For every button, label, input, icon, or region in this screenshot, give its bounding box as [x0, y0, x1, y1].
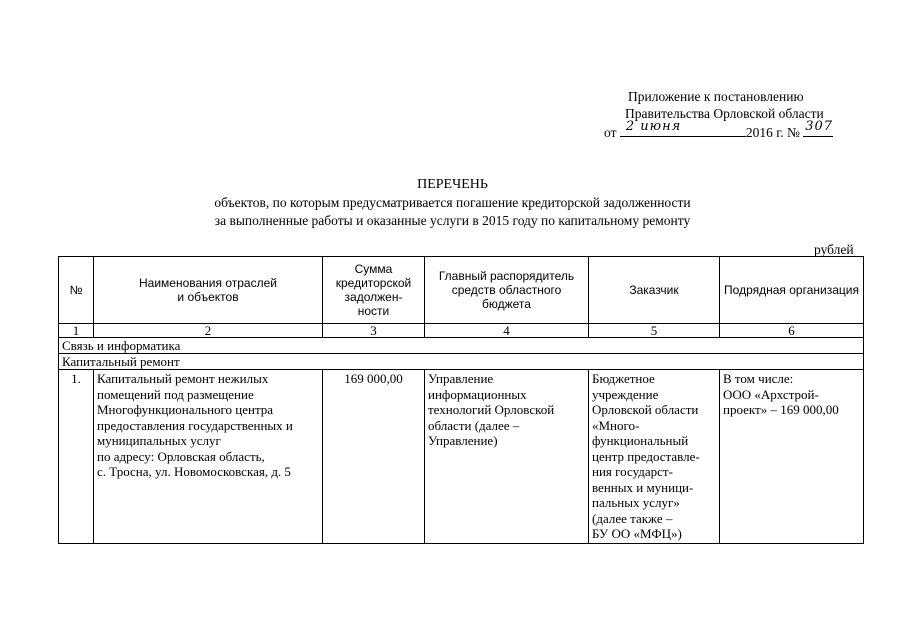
- appendix-line-2: Правительства Орловской области: [625, 106, 824, 121]
- appendix-block: [604, 88, 874, 141]
- row-amount: 169 000,00: [323, 370, 425, 544]
- column-number-row: [59, 324, 864, 338]
- column-number: 2: [94, 324, 323, 338]
- row-object: Капитальный ремонт нежилых помещений под размещение Многофункционального центра предоставления государственных и муниципальных услуг по адресу: Орловская область, с. Тросна, ул. Новомосковская, д. 5: [94, 370, 323, 544]
- row-manager: Управление информационных технологий Орловской области (далее – Управление): [425, 370, 589, 544]
- title-heading: ПЕРЕЧЕНЬ: [417, 177, 488, 192]
- appendix-line-1: Приложение к постановлению: [628, 89, 804, 104]
- column-number: 1: [59, 324, 94, 338]
- header-number: №: [59, 257, 94, 324]
- date-handwritten: 2 июня: [625, 119, 682, 134]
- number-handwritten: 307: [805, 119, 834, 134]
- section-row-capital-repair: [59, 354, 864, 370]
- date-underline: [620, 119, 746, 137]
- date-prefix: от: [604, 125, 617, 140]
- title-line-1: объектов, по которым предусматривается погашение кредиторской задолженности: [214, 195, 691, 210]
- header-amount: Сумма кредиторской задолжен- ности: [323, 257, 425, 324]
- document-title: [0, 176, 905, 230]
- row-number: 1.: [59, 370, 94, 544]
- header-customer: Заказчик: [589, 257, 720, 324]
- objects-table: [58, 256, 864, 544]
- appendix-date-line: [604, 119, 874, 141]
- column-number: 4: [425, 324, 589, 338]
- header-manager: Главный распорядитель средств областного бюджета: [425, 257, 589, 324]
- title-line-2: за выполненные работы и оказанные услуги в 2015 году по капитальному ремонту: [214, 213, 691, 228]
- header-objects: Наименования отраслей и объектов: [94, 257, 323, 324]
- section-title: Связь и информатика: [59, 338, 864, 354]
- section-title: Капитальный ремонт: [59, 354, 864, 370]
- column-number: 5: [589, 324, 720, 338]
- section-row-communications: [59, 338, 864, 354]
- year-text: 2016 г. №: [745, 125, 800, 140]
- table-row: [59, 370, 864, 544]
- number-underline: [803, 119, 834, 137]
- column-number: 3: [323, 324, 425, 338]
- row-customer: Бюджетное учреждение Орловской области «Много- функциональный центр предоставле- ния государст- венных и муници- пальных услуг» (далее также – БУ ОО «МФЦ»): [589, 370, 720, 544]
- column-number: 6: [720, 324, 864, 338]
- units-label: рублей: [814, 242, 854, 257]
- header-contractor: Подрядная организация: [720, 257, 864, 324]
- row-contractor: В том числе: ООО «Архстрой- проект» – 169 000,00: [720, 370, 864, 544]
- table-header-row: [59, 257, 864, 324]
